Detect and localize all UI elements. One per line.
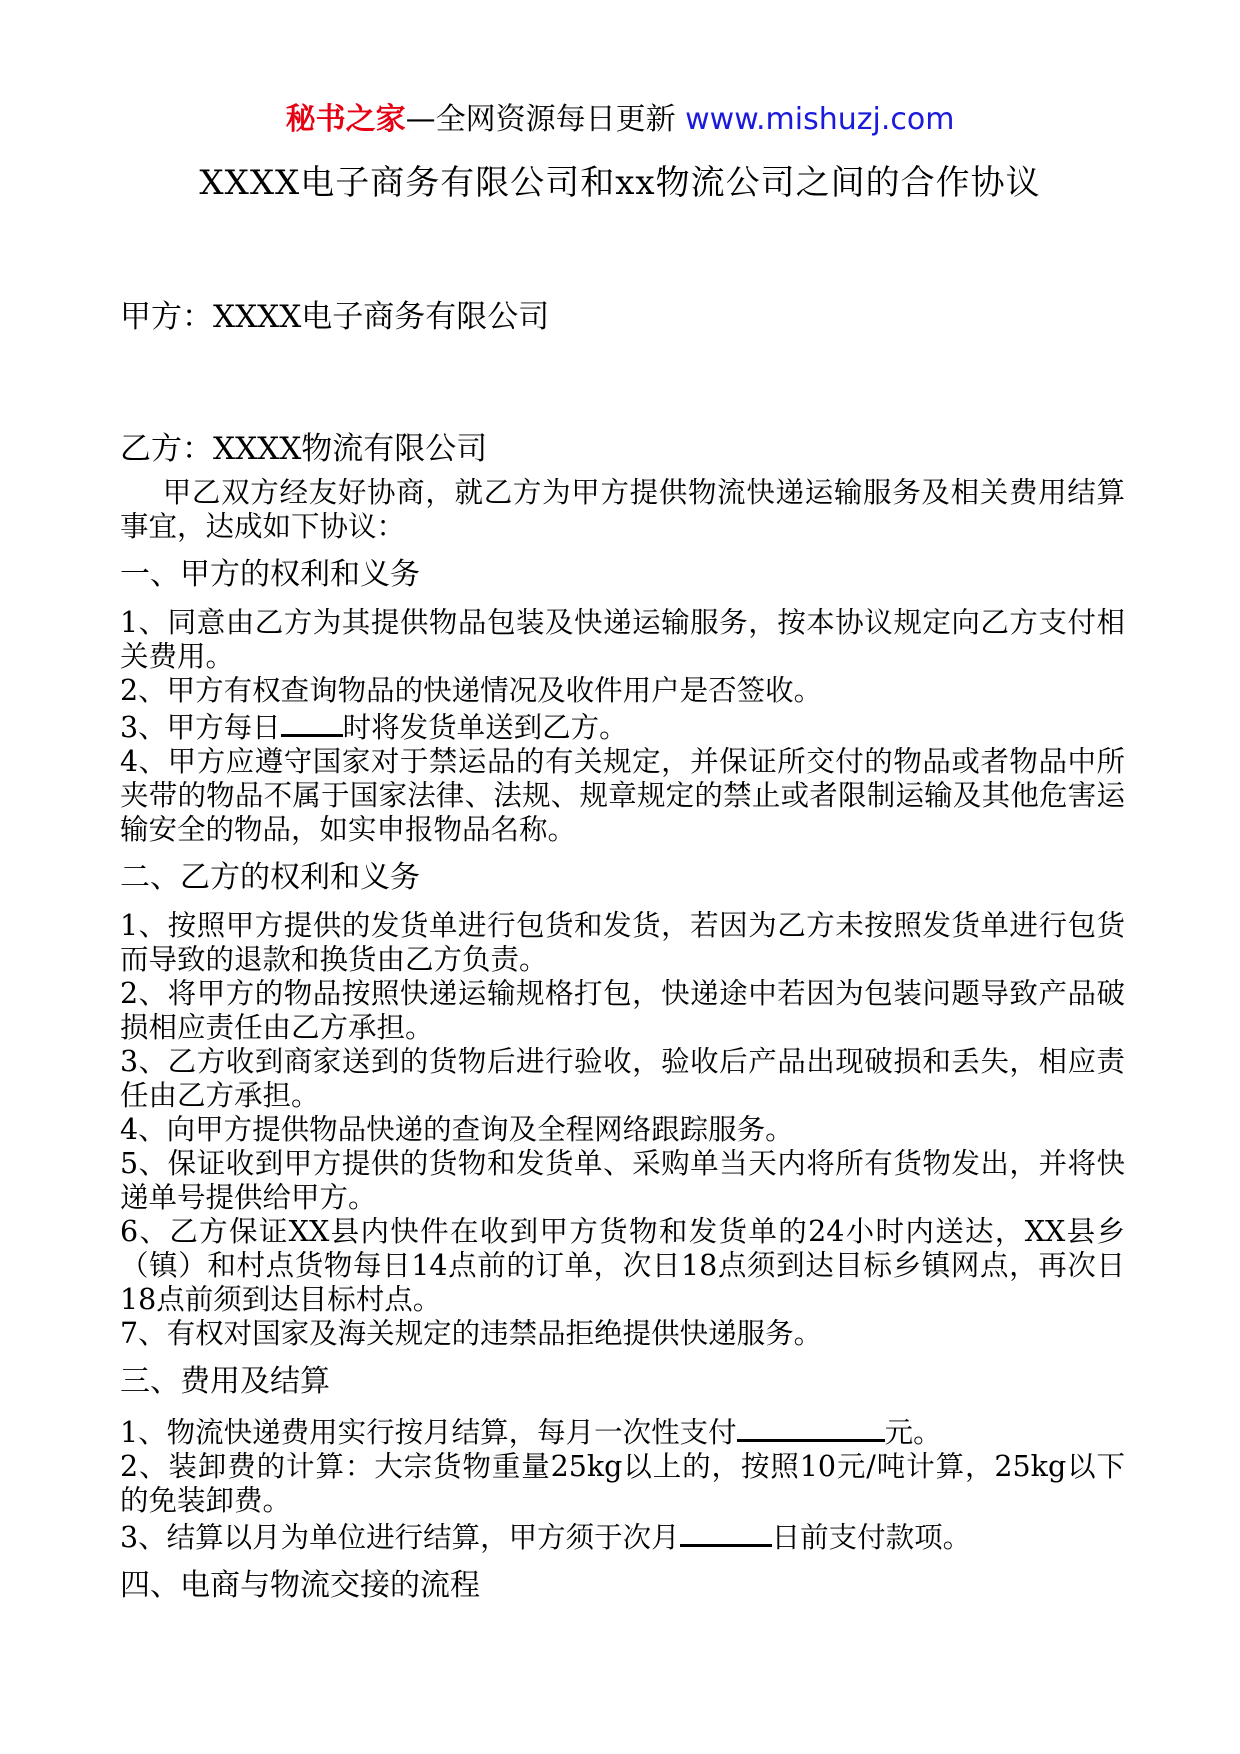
section-heading-fees: 三、费用及结算 (120, 1364, 330, 1399)
site-header (0, 100, 1240, 140)
site-url-link[interactable]: www.mishuzj.com (685, 102, 955, 137)
clause-c2: 2、装卸费的计算：大宗货物重量25kg以上的，按照10元/吨计算，25kg以下的免装卸费。 (120, 1450, 1125, 1517)
clause-c1 (120, 1413, 1125, 1450)
clause-b3: 3、乙方收到商家送到的货物后进行验收，验收后产品出现破损和丢失，相应责任由乙方承担。 (120, 1045, 1125, 1112)
site-name: 秘书之家 (285, 102, 406, 137)
contract-body (120, 476, 1125, 1617)
party-a-line: 甲方：XXXX电子商务有限公司 (120, 299, 550, 335)
clause-c3 (120, 1518, 1125, 1555)
clause-c3-text: 3、结算以月为单位进行结算，甲方须于次月 (120, 1521, 680, 1554)
clause-b2: 2、将甲方的物品按照快递运输规格打包，快递途中若因为包装问题导致产品破损相应责任由乙方承担。 (120, 977, 1125, 1044)
fill-in-blank-monthly-amount[interactable] (737, 1413, 885, 1442)
clause-a1: 1、同意由乙方为其提供物品包装及快递运输服务，按本协议规定向乙方支付相关费用。 (120, 606, 1125, 673)
clause-a3-text: 3、甲方每日 (120, 711, 281, 744)
intro-paragraph: 甲乙双方经友好协商，就乙方为甲方提供物流快递运输服务及相关费用结算事宜，达成如下协议： (120, 476, 1125, 543)
section-heading-party-a-rights: 一、甲方的权利和义务 (120, 557, 420, 592)
clause-c1-text: 1、物流快递费用实行按月结算，每月一次性支付 (120, 1416, 737, 1449)
document-title: XXXX电子商务有限公司和xx物流公司之间的合作协议 (199, 163, 1041, 203)
clause-c1-suffix: 元。 (884, 1416, 942, 1449)
clause-b5: 5、保证收到甲方提供的货物和发货单、采购单当天内将所有货物发出，并将快递单号提供给甲方。 (120, 1147, 1125, 1214)
fill-in-blank-delivery-time[interactable] (281, 708, 343, 737)
clause-a4: 4、甲方应遵守国家对于禁运品的有关规定，并保证所交付的物品或者物品中所夹带的物品不属于国家法律、法规、规章规定的禁止或者限制运输及其他危害运输安全的物品，如实申报物品名称。 (120, 745, 1125, 846)
clause-b6: 6、乙方保证XX县内快件在收到甲方货物和发货单的24小时内送达，XX县乡（镇）和村点货物每日14点前的订单，次日18点须到达目标乡镇网点，再次日18点前须到达目标村点。 (120, 1215, 1125, 1316)
section-heading-party-b-rights: 二、乙方的权利和义务 (120, 860, 420, 895)
fill-in-blank-payment-day[interactable] (680, 1518, 772, 1547)
clause-b1: 1、按照甲方提供的发货单进行包货和发货，若因为乙方未按照发货单进行包货而导致的退款和换货由乙方负责。 (120, 909, 1125, 976)
clause-c3-suffix: 日前支付款项。 (771, 1521, 972, 1554)
clause-b7: 7、有权对国家及海关规定的违禁品拒绝提供快递服务。 (120, 1317, 823, 1350)
clause-a3 (120, 708, 1125, 745)
clause-a3-suffix: 时将发货单送到乙方。 (342, 711, 628, 744)
section-heading-handover-process: 四、电商与物流交接的流程 (120, 1568, 480, 1603)
site-tagline: —全网资源每日更新 (405, 102, 676, 137)
clause-a2: 2、甲方有权查询物品的快递情况及收件用户是否签收。 (120, 674, 823, 707)
clause-b4: 4、向甲方提供物品快递的查询及全程网络跟踪服务。 (120, 1113, 794, 1146)
party-b-line: 乙方：XXXX物流有限公司 (120, 431, 488, 467)
